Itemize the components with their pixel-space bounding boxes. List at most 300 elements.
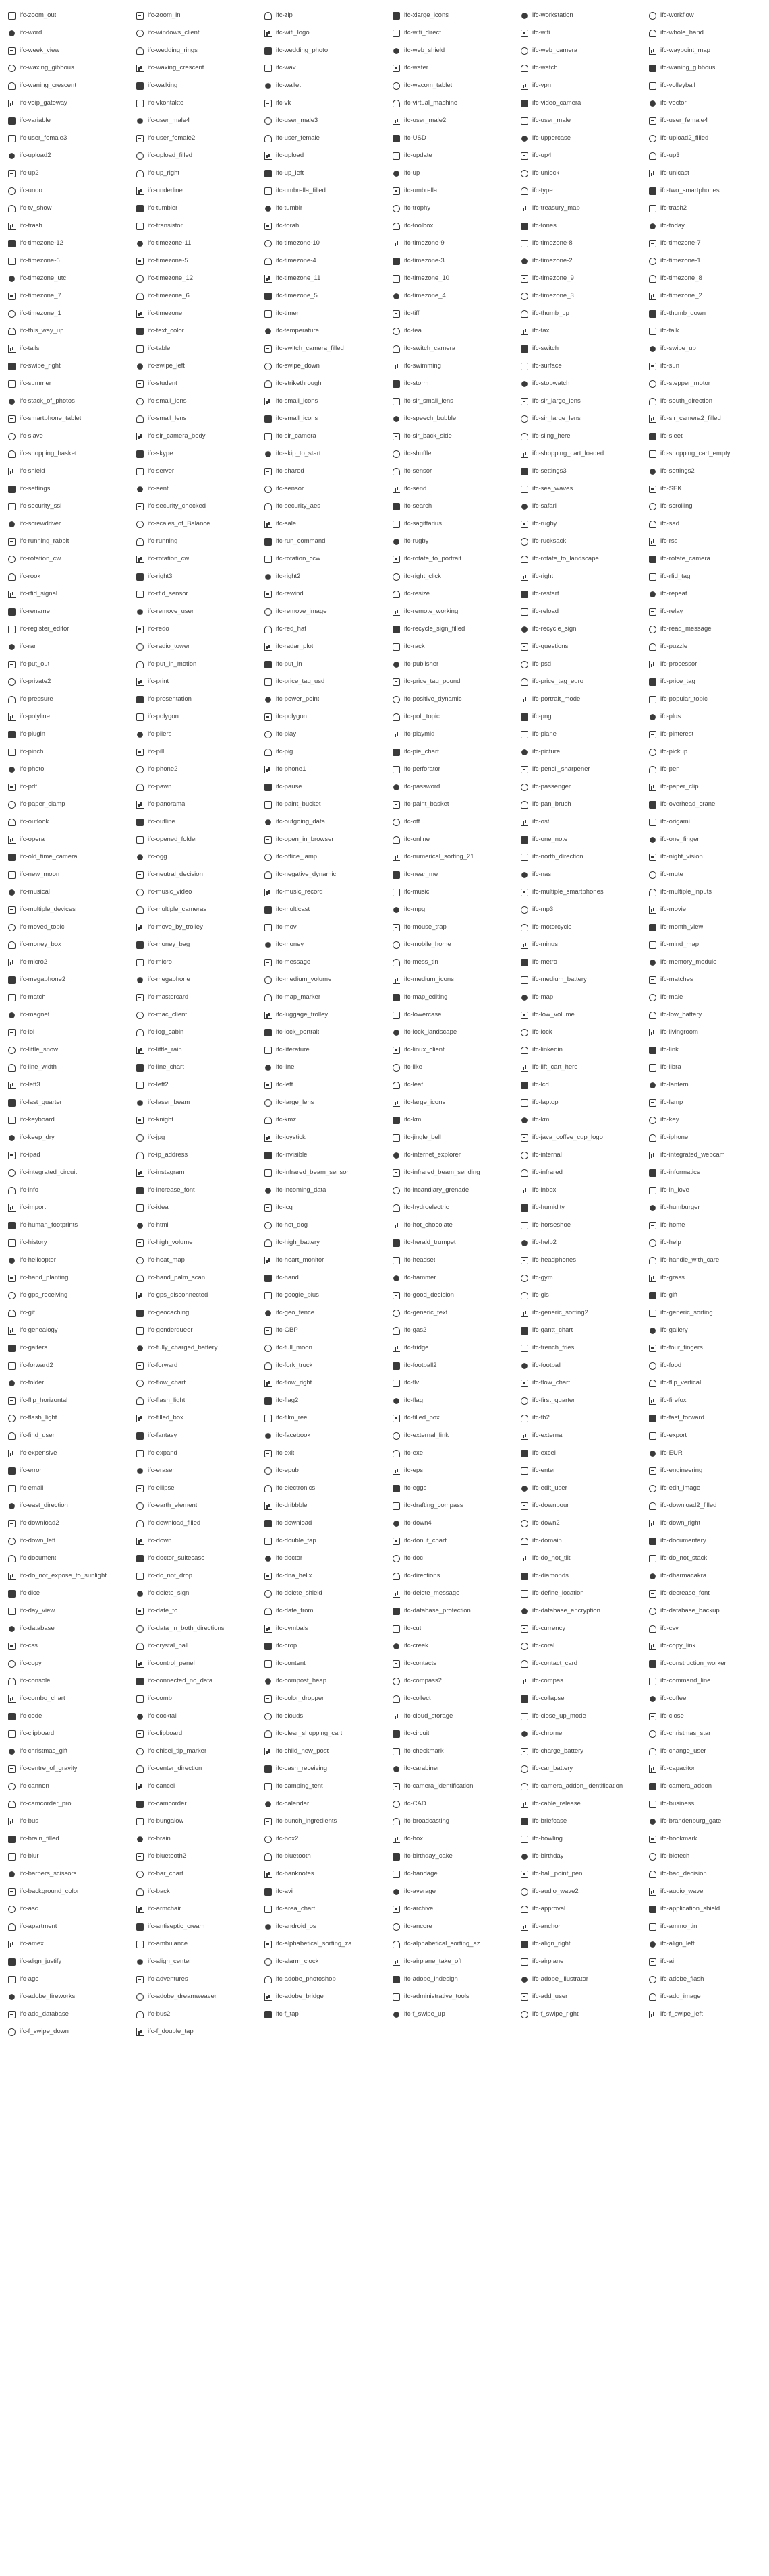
icon-list-item[interactable] bbox=[128, 918, 256, 936]
icon-list-item[interactable] bbox=[256, 1164, 384, 1181]
icon-list-item[interactable] bbox=[128, 936, 256, 954]
icon-list-item[interactable] bbox=[128, 585, 256, 603]
icon-list-item[interactable] bbox=[641, 1637, 769, 1655]
icon-list-item[interactable] bbox=[0, 848, 128, 866]
icon-list-item[interactable] bbox=[128, 2006, 256, 2023]
icon-list-item[interactable] bbox=[128, 1234, 256, 1252]
icon-list-item[interactable] bbox=[0, 1813, 128, 1830]
icon-list-item[interactable] bbox=[384, 1462, 513, 1480]
icon-list-item[interactable] bbox=[256, 392, 384, 410]
icon-list-item[interactable] bbox=[384, 936, 513, 954]
icon-list-item[interactable] bbox=[384, 1567, 513, 1585]
icon-list-item[interactable] bbox=[641, 1865, 769, 1883]
icon-list-item[interactable] bbox=[0, 200, 128, 217]
icon-list-item[interactable] bbox=[641, 235, 769, 252]
icon-list-item[interactable] bbox=[641, 1146, 769, 1164]
icon-list-item[interactable] bbox=[256, 147, 384, 165]
icon-list-item[interactable] bbox=[641, 638, 769, 655]
icon-list-item[interactable] bbox=[513, 1357, 641, 1374]
icon-list-item[interactable] bbox=[384, 901, 513, 918]
icon-list-item[interactable] bbox=[128, 901, 256, 918]
icon-list-item[interactable] bbox=[128, 1497, 256, 1515]
icon-list-item[interactable] bbox=[384, 1024, 513, 1041]
icon-list-item[interactable] bbox=[128, 1374, 256, 1392]
icon-list-item[interactable] bbox=[0, 1830, 128, 1848]
icon-list-item[interactable] bbox=[641, 1550, 769, 1567]
icon-list-item[interactable] bbox=[384, 1795, 513, 1813]
icon-list-item[interactable] bbox=[128, 1164, 256, 1181]
icon-list-item[interactable] bbox=[128, 1760, 256, 1778]
icon-list-item[interactable] bbox=[513, 1409, 641, 1427]
icon-list-item[interactable] bbox=[0, 217, 128, 235]
icon-list-item[interactable] bbox=[384, 673, 513, 691]
icon-list-item[interactable] bbox=[0, 1374, 128, 1392]
icon-list-item[interactable] bbox=[384, 165, 513, 182]
icon-list-item[interactable] bbox=[256, 1953, 384, 1970]
icon-list-item[interactable] bbox=[0, 7, 128, 24]
icon-list-item[interactable] bbox=[256, 428, 384, 445]
icon-list-item[interactable] bbox=[0, 235, 128, 252]
icon-list-item[interactable] bbox=[0, 112, 128, 129]
icon-list-item[interactable] bbox=[384, 182, 513, 200]
icon-list-item[interactable] bbox=[384, 357, 513, 375]
icon-list-item[interactable] bbox=[256, 1444, 384, 1462]
icon-list-item[interactable] bbox=[256, 463, 384, 480]
icon-list-item[interactable] bbox=[0, 1181, 128, 1199]
icon-list-item[interactable] bbox=[128, 1883, 256, 1900]
icon-list-item[interactable] bbox=[128, 796, 256, 813]
icon-list-item[interactable] bbox=[128, 375, 256, 392]
icon-list-item[interactable] bbox=[256, 1743, 384, 1760]
icon-list-item[interactable] bbox=[256, 287, 384, 305]
icon-list-item[interactable] bbox=[0, 1935, 128, 1953]
icon-list-item[interactable] bbox=[128, 1725, 256, 1743]
icon-list-item[interactable] bbox=[256, 1146, 384, 1164]
icon-list-item[interactable] bbox=[513, 1900, 641, 1918]
icon-list-item[interactable] bbox=[256, 410, 384, 428]
icon-list-item[interactable] bbox=[128, 1585, 256, 1602]
icon-list-item[interactable] bbox=[128, 1480, 256, 1497]
icon-list-item[interactable] bbox=[384, 1217, 513, 1234]
icon-list-item[interactable] bbox=[513, 1602, 641, 1620]
icon-list-item[interactable] bbox=[0, 410, 128, 428]
icon-list-item[interactable] bbox=[0, 1199, 128, 1217]
icon-list-item[interactable] bbox=[641, 1217, 769, 1234]
icon-list-item[interactable] bbox=[384, 1515, 513, 1532]
icon-list-item[interactable] bbox=[513, 1970, 641, 1988]
icon-list-item[interactable] bbox=[513, 445, 641, 463]
icon-list-item[interactable] bbox=[641, 866, 769, 883]
icon-list-item[interactable] bbox=[0, 1409, 128, 1427]
icon-list-item[interactable] bbox=[128, 1181, 256, 1199]
icon-list-item[interactable] bbox=[384, 620, 513, 638]
icon-list-item[interactable] bbox=[513, 1339, 641, 1357]
icon-list-item[interactable] bbox=[0, 1655, 128, 1672]
icon-list-item[interactable] bbox=[384, 112, 513, 129]
icon-list-item[interactable] bbox=[384, 1778, 513, 1795]
icon-list-item[interactable] bbox=[0, 2023, 128, 2041]
icon-list-item[interactable] bbox=[128, 59, 256, 77]
icon-list-item[interactable] bbox=[641, 1988, 769, 2006]
icon-list-item[interactable] bbox=[641, 655, 769, 673]
icon-list-item[interactable] bbox=[256, 1550, 384, 1567]
icon-list-item[interactable] bbox=[513, 42, 641, 59]
icon-list-item[interactable] bbox=[384, 1111, 513, 1129]
icon-list-item[interactable] bbox=[384, 1602, 513, 1620]
icon-list-item[interactable] bbox=[513, 1865, 641, 1883]
icon-list-item[interactable] bbox=[128, 1532, 256, 1550]
icon-list-item[interactable] bbox=[384, 761, 513, 778]
icon-list-item[interactable] bbox=[641, 375, 769, 392]
icon-list-item[interactable] bbox=[128, 200, 256, 217]
icon-list-item[interactable] bbox=[0, 1024, 128, 1041]
icon-list-item[interactable] bbox=[128, 1444, 256, 1462]
icon-list-item[interactable] bbox=[256, 1006, 384, 1024]
icon-list-item[interactable] bbox=[641, 515, 769, 533]
icon-list-item[interactable] bbox=[513, 971, 641, 989]
icon-list-item[interactable] bbox=[0, 340, 128, 357]
icon-list-item[interactable] bbox=[0, 165, 128, 182]
icon-list-item[interactable] bbox=[128, 480, 256, 498]
icon-list-item[interactable] bbox=[256, 1830, 384, 1848]
icon-list-item[interactable] bbox=[641, 1164, 769, 1181]
icon-list-item[interactable] bbox=[0, 620, 128, 638]
icon-list-item[interactable] bbox=[128, 691, 256, 708]
icon-list-item[interactable] bbox=[0, 445, 128, 463]
icon-list-item[interactable] bbox=[128, 498, 256, 515]
icon-list-item[interactable] bbox=[0, 1497, 128, 1515]
icon-list-item[interactable] bbox=[513, 1918, 641, 1935]
icon-list-item[interactable] bbox=[256, 1900, 384, 1918]
icon-list-item[interactable] bbox=[256, 129, 384, 147]
icon-list-item[interactable] bbox=[384, 954, 513, 971]
icon-list-item[interactable] bbox=[0, 252, 128, 270]
icon-list-item[interactable] bbox=[384, 77, 513, 94]
icon-list-item[interactable] bbox=[513, 77, 641, 94]
icon-list-item[interactable] bbox=[256, 1970, 384, 1988]
icon-list-item[interactable] bbox=[128, 638, 256, 655]
icon-list-item[interactable] bbox=[384, 918, 513, 936]
icon-list-item[interactable] bbox=[128, 1813, 256, 1830]
icon-list-item[interactable] bbox=[256, 1918, 384, 1935]
icon-list-item[interactable] bbox=[384, 1883, 513, 1900]
icon-list-item[interactable] bbox=[128, 1059, 256, 1076]
icon-list-item[interactable] bbox=[128, 129, 256, 147]
icon-list-item[interactable] bbox=[513, 848, 641, 866]
icon-list-item[interactable] bbox=[641, 42, 769, 59]
icon-list-item[interactable] bbox=[384, 708, 513, 726]
icon-list-item[interactable] bbox=[384, 1409, 513, 1427]
icon-list-item[interactable] bbox=[641, 1374, 769, 1392]
icon-list-item[interactable] bbox=[0, 1532, 128, 1550]
icon-list-item[interactable] bbox=[513, 165, 641, 182]
icon-list-item[interactable] bbox=[128, 24, 256, 42]
icon-list-item[interactable] bbox=[256, 1076, 384, 1094]
icon-list-item[interactable] bbox=[384, 726, 513, 743]
icon-list-item[interactable] bbox=[384, 1550, 513, 1567]
icon-list-item[interactable] bbox=[0, 866, 128, 883]
icon-list-item[interactable] bbox=[256, 322, 384, 340]
icon-list-item[interactable] bbox=[384, 305, 513, 322]
icon-list-item[interactable] bbox=[513, 1883, 641, 1900]
icon-list-item[interactable] bbox=[0, 1760, 128, 1778]
icon-list-item[interactable] bbox=[513, 1567, 641, 1585]
icon-list-item[interactable] bbox=[128, 1392, 256, 1409]
icon-list-item[interactable] bbox=[256, 1111, 384, 1129]
icon-list-item[interactable] bbox=[641, 1480, 769, 1497]
icon-list-item[interactable] bbox=[384, 217, 513, 235]
icon-list-item[interactable] bbox=[513, 357, 641, 375]
icon-list-item[interactable] bbox=[641, 1760, 769, 1778]
icon-list-item[interactable] bbox=[513, 1444, 641, 1462]
icon-list-item[interactable] bbox=[513, 410, 641, 428]
icon-list-item[interactable] bbox=[513, 1094, 641, 1111]
icon-list-item[interactable] bbox=[641, 498, 769, 515]
icon-list-item[interactable] bbox=[513, 463, 641, 480]
icon-list-item[interactable] bbox=[384, 1707, 513, 1725]
icon-list-item[interactable] bbox=[256, 94, 384, 112]
icon-list-item[interactable] bbox=[641, 918, 769, 936]
icon-list-item[interactable] bbox=[384, 410, 513, 428]
icon-list-item[interactable] bbox=[641, 112, 769, 129]
icon-list-item[interactable] bbox=[384, 533, 513, 550]
icon-list-item[interactable] bbox=[513, 7, 641, 24]
icon-list-item[interactable] bbox=[641, 1252, 769, 1269]
icon-list-item[interactable] bbox=[513, 129, 641, 147]
icon-list-item[interactable] bbox=[513, 1515, 641, 1532]
icon-list-item[interactable] bbox=[641, 1269, 769, 1287]
icon-list-item[interactable] bbox=[513, 568, 641, 585]
icon-list-item[interactable] bbox=[513, 1550, 641, 1567]
icon-list-item[interactable] bbox=[384, 1690, 513, 1707]
icon-list-item[interactable] bbox=[256, 340, 384, 357]
icon-list-item[interactable] bbox=[513, 1655, 641, 1672]
icon-list-item[interactable] bbox=[513, 533, 641, 550]
icon-list-item[interactable] bbox=[384, 1444, 513, 1462]
icon-list-item[interactable] bbox=[128, 1970, 256, 1988]
icon-list-item[interactable] bbox=[128, 761, 256, 778]
icon-list-item[interactable] bbox=[384, 1129, 513, 1146]
icon-list-item[interactable] bbox=[384, 340, 513, 357]
icon-list-item[interactable] bbox=[384, 655, 513, 673]
icon-list-item[interactable] bbox=[128, 1462, 256, 1480]
icon-list-item[interactable] bbox=[641, 165, 769, 182]
icon-list-item[interactable] bbox=[513, 1392, 641, 1409]
icon-list-item[interactable] bbox=[384, 287, 513, 305]
icon-list-item[interactable] bbox=[641, 1392, 769, 1409]
icon-list-item[interactable] bbox=[256, 1567, 384, 1585]
icon-list-item[interactable] bbox=[641, 1655, 769, 1672]
icon-list-item[interactable] bbox=[128, 322, 256, 340]
icon-list-item[interactable] bbox=[513, 901, 641, 918]
icon-list-item[interactable] bbox=[0, 1287, 128, 1304]
icon-list-item[interactable] bbox=[513, 1076, 641, 1094]
icon-list-item[interactable] bbox=[256, 1655, 384, 1672]
icon-list-item[interactable] bbox=[0, 1252, 128, 1269]
icon-list-item[interactable] bbox=[384, 831, 513, 848]
icon-list-item[interactable] bbox=[513, 550, 641, 568]
icon-list-item[interactable] bbox=[641, 1111, 769, 1129]
icon-list-item[interactable] bbox=[128, 1655, 256, 1672]
icon-list-item[interactable] bbox=[513, 2006, 641, 2023]
icon-list-item[interactable] bbox=[128, 445, 256, 463]
icon-list-item[interactable] bbox=[128, 883, 256, 901]
icon-list-item[interactable] bbox=[513, 1830, 641, 1848]
icon-list-item[interactable] bbox=[384, 1006, 513, 1024]
icon-list-item[interactable] bbox=[384, 480, 513, 498]
icon-list-item[interactable] bbox=[641, 1918, 769, 1935]
icon-list-item[interactable] bbox=[641, 901, 769, 918]
icon-list-item[interactable] bbox=[256, 480, 384, 498]
icon-list-item[interactable] bbox=[384, 883, 513, 901]
icon-list-item[interactable] bbox=[0, 1146, 128, 1164]
icon-list-item[interactable] bbox=[0, 954, 128, 971]
icon-list-item[interactable] bbox=[256, 1988, 384, 2006]
icon-list-item[interactable] bbox=[256, 1690, 384, 1707]
icon-list-item[interactable] bbox=[128, 954, 256, 971]
icon-list-item[interactable] bbox=[513, 1287, 641, 1304]
icon-list-item[interactable] bbox=[128, 1094, 256, 1111]
icon-list-item[interactable] bbox=[0, 94, 128, 112]
icon-list-item[interactable] bbox=[256, 235, 384, 252]
icon-list-item[interactable] bbox=[641, 59, 769, 77]
icon-list-item[interactable] bbox=[128, 182, 256, 200]
icon-list-item[interactable] bbox=[641, 1830, 769, 1848]
icon-list-item[interactable] bbox=[384, 515, 513, 533]
icon-list-item[interactable] bbox=[641, 200, 769, 217]
icon-list-item[interactable] bbox=[641, 1287, 769, 1304]
icon-list-item[interactable] bbox=[513, 1462, 641, 1480]
icon-list-item[interactable] bbox=[384, 1655, 513, 1672]
icon-list-item[interactable] bbox=[0, 638, 128, 655]
icon-list-item[interactable] bbox=[0, 918, 128, 936]
icon-list-item[interactable] bbox=[256, 638, 384, 655]
icon-list-item[interactable] bbox=[0, 1164, 128, 1181]
icon-list-item[interactable] bbox=[128, 1357, 256, 1374]
icon-list-item[interactable] bbox=[0, 1883, 128, 1900]
icon-list-item[interactable] bbox=[384, 989, 513, 1006]
icon-list-item[interactable] bbox=[256, 1427, 384, 1444]
icon-list-item[interactable] bbox=[641, 94, 769, 112]
icon-list-item[interactable] bbox=[384, 1848, 513, 1865]
icon-list-item[interactable] bbox=[128, 813, 256, 831]
icon-list-item[interactable] bbox=[256, 673, 384, 691]
icon-list-item[interactable] bbox=[0, 831, 128, 848]
icon-list-item[interactable] bbox=[0, 883, 128, 901]
icon-list-item[interactable] bbox=[256, 708, 384, 726]
icon-list-item[interactable] bbox=[641, 445, 769, 463]
icon-list-item[interactable] bbox=[513, 989, 641, 1006]
icon-list-item[interactable] bbox=[641, 831, 769, 848]
icon-list-item[interactable] bbox=[0, 1795, 128, 1813]
icon-list-item[interactable] bbox=[0, 550, 128, 568]
icon-list-item[interactable] bbox=[641, 568, 769, 585]
icon-list-item[interactable] bbox=[513, 761, 641, 778]
icon-list-item[interactable] bbox=[384, 1935, 513, 1953]
icon-list-item[interactable] bbox=[641, 1006, 769, 1024]
icon-list-item[interactable] bbox=[256, 918, 384, 936]
icon-list-item[interactable] bbox=[641, 936, 769, 954]
icon-list-item[interactable] bbox=[384, 1076, 513, 1094]
icon-list-item[interactable] bbox=[513, 1181, 641, 1199]
icon-list-item[interactable] bbox=[256, 1322, 384, 1339]
icon-list-item[interactable] bbox=[641, 7, 769, 24]
icon-list-item[interactable] bbox=[384, 1287, 513, 1304]
icon-list-item[interactable] bbox=[0, 77, 128, 94]
icon-list-item[interactable] bbox=[384, 1427, 513, 1444]
icon-list-item[interactable] bbox=[641, 1076, 769, 1094]
icon-list-item[interactable] bbox=[513, 1129, 641, 1146]
icon-list-item[interactable] bbox=[128, 1900, 256, 1918]
icon-list-item[interactable] bbox=[0, 1637, 128, 1655]
icon-list-item[interactable] bbox=[384, 445, 513, 463]
icon-list-item[interactable] bbox=[256, 1795, 384, 1813]
icon-list-item[interactable] bbox=[641, 1672, 769, 1690]
icon-list-item[interactable] bbox=[641, 1304, 769, 1322]
icon-list-item[interactable] bbox=[384, 1532, 513, 1550]
icon-list-item[interactable] bbox=[128, 165, 256, 182]
icon-list-item[interactable] bbox=[513, 1725, 641, 1743]
icon-list-item[interactable] bbox=[641, 778, 769, 796]
icon-list-item[interactable] bbox=[513, 1585, 641, 1602]
icon-list-item[interactable] bbox=[641, 217, 769, 235]
icon-list-item[interactable] bbox=[641, 24, 769, 42]
icon-list-item[interactable] bbox=[384, 252, 513, 270]
icon-list-item[interactable] bbox=[128, 989, 256, 1006]
icon-list-item[interactable] bbox=[0, 1900, 128, 1918]
icon-list-item[interactable] bbox=[641, 550, 769, 568]
icon-list-item[interactable] bbox=[641, 1848, 769, 1865]
icon-list-item[interactable] bbox=[256, 1778, 384, 1795]
icon-list-item[interactable] bbox=[513, 673, 641, 691]
icon-list-item[interactable] bbox=[641, 971, 769, 989]
icon-list-item[interactable] bbox=[513, 1497, 641, 1515]
icon-list-item[interactable] bbox=[256, 77, 384, 94]
icon-list-item[interactable] bbox=[256, 1813, 384, 1830]
icon-list-item[interactable] bbox=[0, 129, 128, 147]
icon-list-item[interactable] bbox=[384, 1374, 513, 1392]
icon-list-item[interactable] bbox=[384, 1041, 513, 1059]
icon-list-item[interactable] bbox=[256, 375, 384, 392]
icon-list-item[interactable] bbox=[384, 498, 513, 515]
icon-list-item[interactable] bbox=[384, 971, 513, 989]
icon-list-item[interactable] bbox=[513, 1041, 641, 1059]
icon-list-item[interactable] bbox=[0, 585, 128, 603]
icon-list-item[interactable] bbox=[256, 691, 384, 708]
icon-list-item[interactable] bbox=[384, 1813, 513, 1830]
icon-list-item[interactable] bbox=[0, 1269, 128, 1287]
icon-list-item[interactable] bbox=[256, 883, 384, 901]
icon-list-item[interactable] bbox=[128, 1550, 256, 1567]
icon-list-item[interactable] bbox=[256, 2006, 384, 2023]
icon-list-item[interactable] bbox=[641, 1707, 769, 1725]
icon-list-item[interactable] bbox=[0, 1690, 128, 1707]
icon-list-item[interactable] bbox=[256, 568, 384, 585]
icon-list-item[interactable] bbox=[256, 1602, 384, 1620]
icon-list-item[interactable] bbox=[384, 24, 513, 42]
icon-list-item[interactable] bbox=[256, 1357, 384, 1374]
icon-list-item[interactable] bbox=[513, 24, 641, 42]
icon-list-item[interactable] bbox=[384, 1094, 513, 1111]
icon-list-item[interactable] bbox=[256, 726, 384, 743]
icon-list-item[interactable] bbox=[0, 1672, 128, 1690]
icon-list-item[interactable] bbox=[513, 796, 641, 813]
icon-list-item[interactable] bbox=[256, 252, 384, 270]
icon-list-item[interactable] bbox=[513, 1760, 641, 1778]
icon-list-item[interactable] bbox=[128, 1217, 256, 1234]
icon-list-item[interactable] bbox=[641, 129, 769, 147]
icon-list-item[interactable] bbox=[256, 165, 384, 182]
